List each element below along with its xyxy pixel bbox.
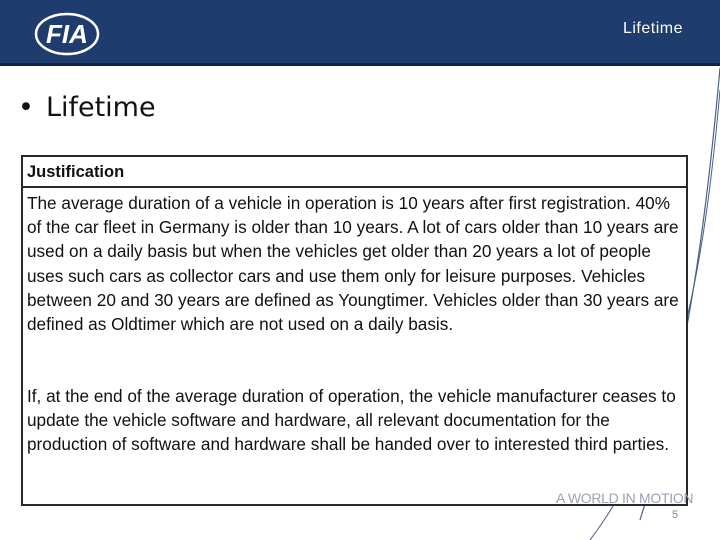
header-divider xyxy=(0,63,720,66)
svg-text:FIA: FIA xyxy=(46,19,88,49)
bullet-item xyxy=(18,92,156,123)
header-bar xyxy=(0,0,720,65)
bullet-dot-icon: • xyxy=(18,92,34,123)
paragraph-documentation: If, at the end of the average duration of operation, the vehicle manufacturer ceases to update the vehicle software and hardware, all relevant documentation for the production of software and hardware shall be handed over to interested third parties. xyxy=(27,386,676,455)
header-title: Lifetime xyxy=(622,20,683,37)
bullet-text: Lifetime xyxy=(45,92,156,123)
box-header xyxy=(23,157,686,188)
justification-box xyxy=(21,155,688,506)
page-number: 5 xyxy=(672,509,679,521)
fia-logo xyxy=(34,12,100,56)
box-heading: Justification xyxy=(27,163,125,181)
paragraph-duration: The average duration of a vehicle in operation is 10 years after first registration. 40% of the car fleet in Germany is older than 10 years. A lot of cars older than 10 years are used on a daily basis but when the vehicles get older than 20 years a lot of people uses such cars as collector cars and use them only for leisure purposes. Vehicles between 20 and 30 years are defined as Youngtimer. Vehicles older than 30 years are defined as Oldtimer which are not used on a daily basis. xyxy=(27,193,679,335)
slogan: A WORLD IN MOTION xyxy=(556,490,694,506)
